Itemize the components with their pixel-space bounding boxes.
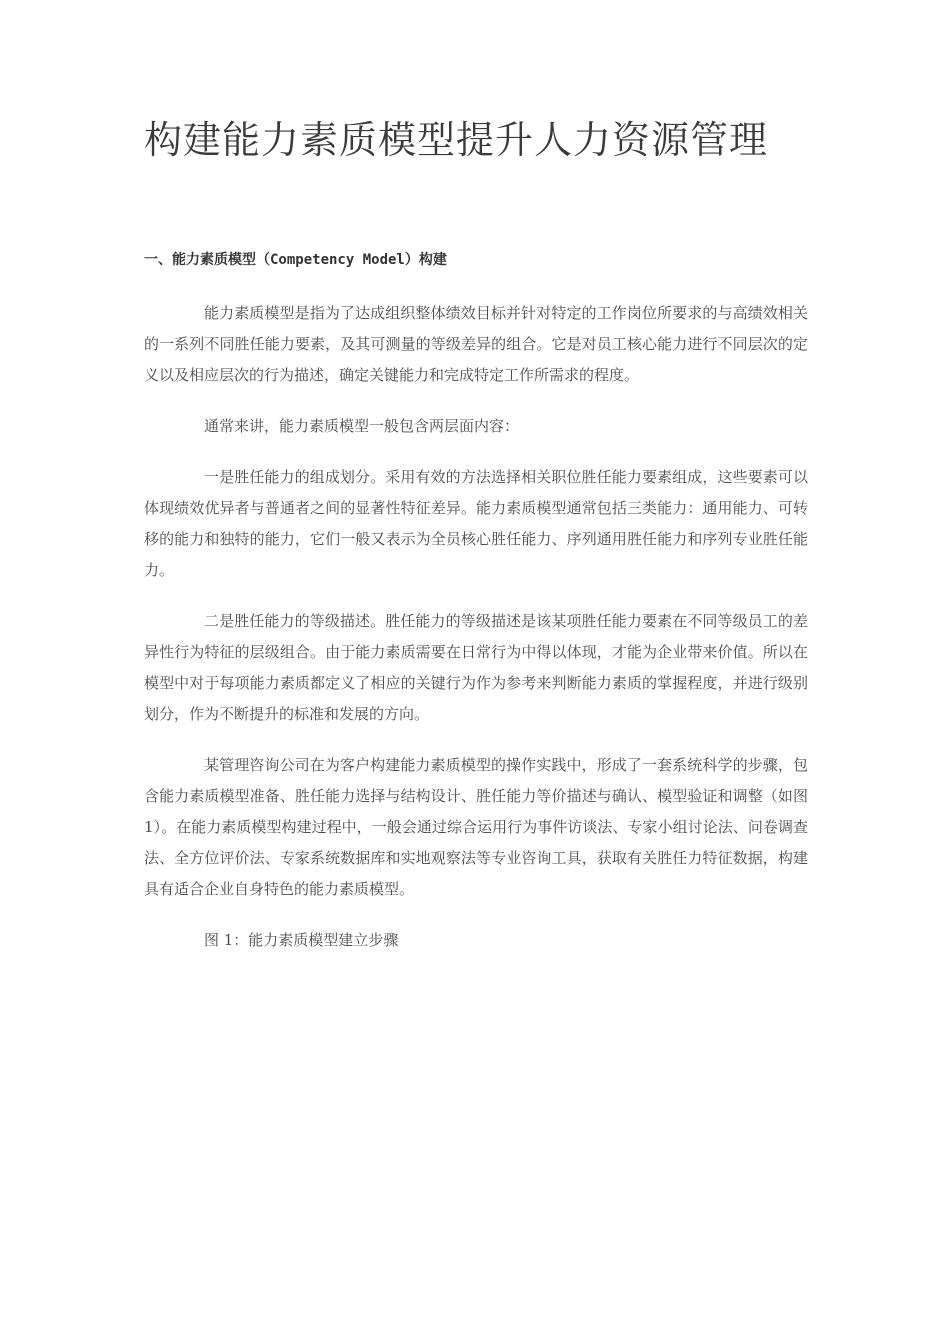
paragraph-consulting-practice: 某管理咨询公司在为客户构建能力素质模型的操作实践中，形成了一套系统科学的步骤，包含能力素质模型准备、胜任能力选择与结构设计、胜任能力等价描述与确认、模型验证和调整（如图 1）。在能力素质模型构建过程中，一般会通过综合运用行为事件访谈法、专家小组讨论法、问卷调查法、全方位评价法、专家系统数据库和实地观察法等专业咨询工具，获取有关胜任力特征数据，构建具有适合企业自身特色的能力素质模型。 bbox=[144, 756, 808, 898]
paragraph-composition: 一是胜任能力的组成划分。采用有效的方法选择相关职位胜任能力要素组成，这些要素可以体现绩效优异者与普通者之间的显著性特征差异。能力素质模型通常包括三类能力：通用能力、可转移的能力和独特的能力，它们一般又表示为全员核心胜任能力、序列通用胜任能力和序列专业胜任能力。 bbox=[144, 468, 808, 579]
figure-caption: 图 1：能力素质模型建立步骤 bbox=[204, 931, 399, 949]
paragraph-definition: 能力素质模型是指为了达成组织整体绩效目标并针对特定的工作岗位所要求的与高绩效相关的一系列不同胜任能力要素，及其可测量的等级差异的组合。它是对员工核心能力进行不同层次的定义以及相应层次的行为描述，确定关键能力和完成特定工作所需求的程度。 bbox=[144, 304, 808, 384]
paragraph-level-description: 二是胜任能力的等级描述。胜任能力的等级描述是该某项胜任能力要素在不同等级员工的差异性行为特征的层级组合。由于能力素质需要在日常行为中得以体现，才能为企业带来价值。所以在模型中对于每项能力素质都定义了相应的关键行为作为参考来判断能力素质的掌握程度，并进行级别划分，作为不断提升的标准和发展的方向。 bbox=[144, 612, 808, 723]
document-title: 构建能力素质模型提升人力资源管理 bbox=[144, 118, 769, 162]
paragraph-two-levels-intro: 通常来讲，能力素质模型一般包含两层面内容： bbox=[204, 417, 520, 435]
section-heading: 一、能力素质模型（Competency Model）构建 bbox=[144, 252, 447, 268]
document-body bbox=[144, 298, 808, 976]
